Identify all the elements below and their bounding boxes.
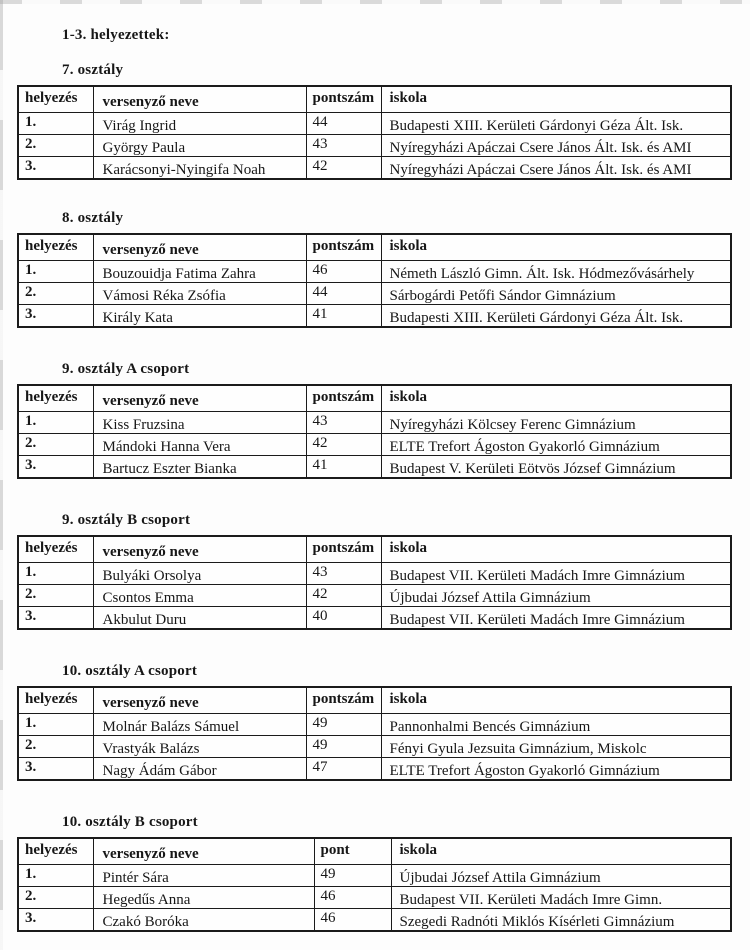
col-header-pontszam: pontszám	[306, 86, 381, 113]
school-cell: Németh László Gimn. Ált. Isk. Hódmezővásárhely	[381, 261, 731, 283]
section-7-osztaly	[17, 61, 730, 180]
name-cell: Csontos Emma	[93, 585, 306, 607]
name-cell: Pintér Sára	[93, 865, 314, 887]
name-cell: Bouzouidja Fatima Zahra	[93, 261, 306, 283]
rank-cell: 3.	[18, 607, 93, 630]
school-cell: Nyíregyházi Kölcsey Ferenc Gimnázium	[381, 412, 731, 434]
rank-cell: 1.	[18, 714, 93, 736]
score-cell: 49	[306, 714, 381, 736]
score-cell: 49	[314, 865, 391, 887]
name-cell: Czakó Boróka	[93, 909, 314, 932]
col-header-helyezes: helyezés	[18, 838, 93, 865]
col-header-versenyzo-neve: versenyző neve	[93, 234, 306, 261]
school-cell: Budapesti XIII. Kerületi Gárdonyi Géza Ált. Isk.	[381, 113, 731, 135]
school-cell: Budapesti XIII. Kerületi Gárdonyi Géza Ált. Isk.	[381, 305, 731, 328]
score-cell: 43	[306, 135, 381, 157]
col-header-helyezes: helyezés	[18, 687, 93, 714]
name-cell: György Paula	[93, 135, 306, 157]
col-header-iskola: iskola	[381, 536, 731, 563]
header-row	[18, 86, 731, 113]
section-9-osztaly-b	[17, 511, 730, 630]
rank-cell: 1.	[18, 563, 93, 585]
rank-cell: 2.	[18, 887, 93, 909]
table-row	[18, 607, 731, 630]
col-header-versenyzo-neve: versenyző neve	[93, 86, 306, 113]
score-cell: 46	[314, 887, 391, 909]
col-header-versenyzo-neve: versenyző neve	[93, 687, 306, 714]
name-cell: Karácsonyi-Nyingifa Noah	[93, 157, 306, 180]
rank-cell: 1.	[18, 113, 93, 135]
school-cell: ELTE Trefort Ágoston Gyakorló Gimnázium	[381, 434, 731, 456]
score-cell: 44	[306, 113, 381, 135]
table-row	[18, 434, 731, 456]
score-cell: 42	[306, 585, 381, 607]
school-cell: Nyíregyházi Apáczai Csere János Ált. Isk. és AMI	[381, 135, 731, 157]
header-row	[18, 385, 731, 412]
col-header-iskola: iskola	[381, 234, 731, 261]
section-heading: 10. osztály A csoport	[62, 663, 198, 679]
table-row	[18, 714, 731, 736]
rank-cell: 1.	[18, 865, 93, 887]
header-row	[18, 687, 731, 714]
score-cell: 41	[306, 456, 381, 479]
table-row	[18, 758, 731, 781]
table-row	[18, 456, 731, 479]
col-header-pontszam: pontszám	[306, 536, 381, 563]
rank-cell: 1.	[18, 412, 93, 434]
school-cell: Budapest VII. Kerületi Madách Imre Gimn.	[391, 887, 731, 909]
rank-cell: 2.	[18, 434, 93, 456]
section-heading: 7. osztály	[62, 62, 124, 78]
name-cell: Bulyáki Orsolya	[93, 563, 306, 585]
col-header-helyezes: helyezés	[18, 385, 93, 412]
score-cell: 43	[306, 563, 381, 585]
table-row	[18, 283, 731, 305]
section-heading: 8. osztály	[62, 210, 124, 226]
col-header-pontszam: pontszám	[306, 385, 381, 412]
school-cell: ELTE Trefort Ágoston Gyakorló Gimnázium	[381, 758, 731, 781]
col-header-pont: pont	[314, 838, 391, 865]
rank-cell: 3.	[18, 456, 93, 479]
rank-cell: 2.	[18, 736, 93, 758]
col-header-helyezes: helyezés	[18, 234, 93, 261]
name-cell: Akbulut Duru	[93, 607, 306, 630]
results-table-9-osztaly-b	[17, 535, 732, 630]
rank-cell: 2.	[18, 283, 93, 305]
section-heading: 10. osztály B csoport	[62, 814, 198, 830]
rank-cell: 3.	[18, 157, 93, 180]
name-cell: Vámosi Réka Zsófia	[93, 283, 306, 305]
scan-artifact-top-edge	[0, 0, 750, 4]
section-10-osztaly-b	[17, 813, 730, 932]
score-cell: 47	[306, 758, 381, 781]
rank-cell: 3.	[18, 909, 93, 932]
school-cell: Újbudai József Attila Gimnázium	[381, 585, 731, 607]
score-cell: 42	[306, 434, 381, 456]
school-cell: Budapest VII. Kerületi Madách Imre Gimnázium	[381, 563, 731, 585]
results-table-7-osztaly	[17, 85, 732, 180]
rank-cell: 2.	[18, 585, 93, 607]
rank-cell: 2.	[18, 135, 93, 157]
name-cell: Bartucz Eszter Bianka	[93, 456, 306, 479]
school-cell: Sárbogárdi Petőfi Sándor Gimnázium	[381, 283, 731, 305]
col-header-pontszam: pontszám	[306, 687, 381, 714]
name-cell: Vrastyák Balázs	[93, 736, 306, 758]
table-row	[18, 305, 731, 328]
section-10-osztaly-a	[17, 662, 730, 781]
table-row	[18, 412, 731, 434]
table-row	[18, 135, 731, 157]
score-cell: 43	[306, 412, 381, 434]
doc-title: 1-3. helyezettek:	[62, 27, 170, 43]
score-cell: 46	[306, 261, 381, 283]
score-cell: 46	[314, 909, 391, 932]
table-row	[18, 865, 731, 887]
name-cell: Virág Ingrid	[93, 113, 306, 135]
col-header-iskola: iskola	[381, 385, 731, 412]
header-row	[18, 838, 731, 865]
col-header-iskola: iskola	[391, 838, 731, 865]
score-cell: 41	[306, 305, 381, 328]
school-cell: Budapest V. Kerületi Eötvös József Gimnázium	[381, 456, 731, 479]
table-row	[18, 563, 731, 585]
table-row	[18, 909, 731, 932]
name-cell: Kiss Fruzsina	[93, 412, 306, 434]
col-header-iskola: iskola	[381, 86, 731, 113]
score-cell: 44	[306, 283, 381, 305]
col-header-versenyzo-neve: versenyző neve	[93, 838, 314, 865]
score-cell: 40	[306, 607, 381, 630]
results-table-10-osztaly-b	[17, 837, 732, 932]
rank-cell: 1.	[18, 261, 93, 283]
section-8-osztaly	[17, 209, 730, 328]
section-heading: 9. osztály B csoport	[62, 512, 191, 528]
table-row	[18, 157, 731, 180]
results-table-8-osztaly	[17, 233, 732, 328]
school-cell: Budapest VII. Kerületi Madách Imre Gimnázium	[381, 607, 731, 630]
section-9-osztaly-a	[17, 360, 730, 479]
school-cell: Pannonhalmi Bencés Gimnázium	[381, 714, 731, 736]
school-cell: Szegedi Radnóti Miklós Kísérleti Gimnázium	[391, 909, 731, 932]
table-row	[18, 736, 731, 758]
scan-artifact-left-edge	[0, 0, 3, 950]
table-row	[18, 113, 731, 135]
name-cell: Király Kata	[93, 305, 306, 328]
name-cell: Mándoki Hanna Vera	[93, 434, 306, 456]
col-header-versenyzo-neve: versenyző neve	[93, 536, 306, 563]
name-cell: Hegedűs Anna	[93, 887, 314, 909]
table-row	[18, 887, 731, 909]
header-row	[18, 536, 731, 563]
table-row	[18, 585, 731, 607]
results-table-9-osztaly-a	[17, 384, 732, 479]
col-header-helyezes: helyezés	[18, 86, 93, 113]
header-row	[18, 234, 731, 261]
score-cell: 49	[306, 736, 381, 758]
rank-cell: 3.	[18, 758, 93, 781]
col-header-versenyzo-neve: versenyző neve	[93, 385, 306, 412]
name-cell: Nagy Ádám Gábor	[93, 758, 306, 781]
results-table-10-osztaly-a	[17, 686, 732, 781]
school-cell: Újbudai József Attila Gimnázium	[391, 865, 731, 887]
school-cell: Fényi Gyula Jezsuita Gimnázium, Miskolc	[381, 736, 731, 758]
section-heading: 9. osztály A csoport	[62, 361, 190, 377]
score-cell: 42	[306, 157, 381, 180]
name-cell: Molnár Balázs Sámuel	[93, 714, 306, 736]
col-header-iskola: iskola	[381, 687, 731, 714]
table-row	[18, 261, 731, 283]
school-cell: Nyíregyházi Apáczai Csere János Ált. Isk. és AMI	[381, 157, 731, 180]
col-header-pontszam: pontszám	[306, 234, 381, 261]
col-header-helyezes: helyezés	[18, 536, 93, 563]
rank-cell: 3.	[18, 305, 93, 328]
